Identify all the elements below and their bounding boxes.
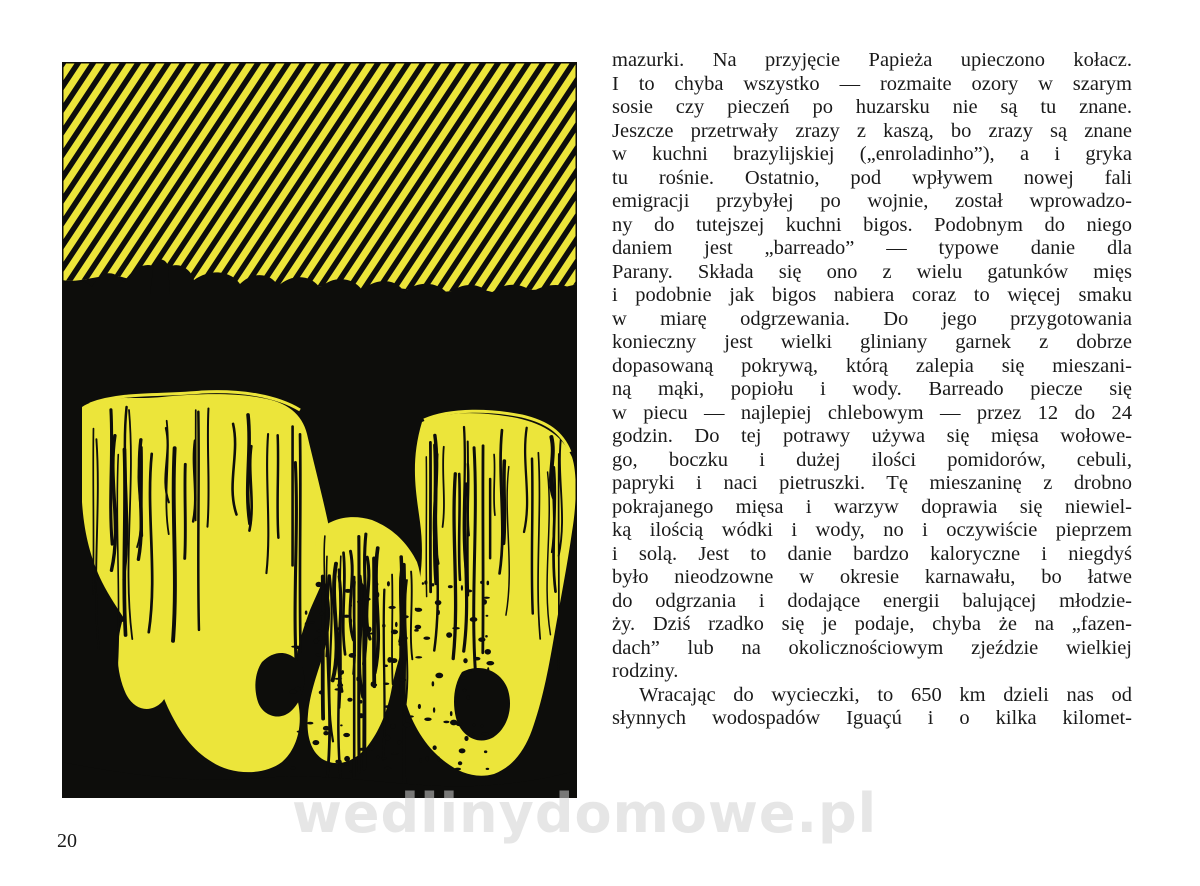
text-line: papryki i naci pietruszki. Tę mieszaninę z drobno <box>612 472 1132 494</box>
text-line: sosie czy pieczeń po huzarsku nie są tu znane. <box>612 96 1132 118</box>
text-line: I to chyba wszystko — rozmaite ozory w szarym <box>612 72 1132 95</box>
text-line: w piecu — najlepiej chlebowym — przez 12 do 24 <box>612 401 1132 424</box>
text-line: daniem jest „barreado” — typowe danie dla <box>612 237 1132 259</box>
text-line: i solą. Jest to danie bardzo kaloryczne i niegdyś <box>612 542 1132 565</box>
text-line: Jeszcze przetrwały zrazy z kaszą, bo zrazy są znane <box>612 119 1132 142</box>
text-line: ką ilością wódki i wody, no i oczywiście pieprzem <box>612 519 1132 541</box>
text-line: mazurki. Na przyjęcie Papieża upieczono kołacz. <box>612 49 1132 71</box>
text-line: i podobnie jak bigos nabiera coraz to więcej smaku <box>612 284 1132 306</box>
watermark: wedlinydomowe.pl <box>292 782 878 845</box>
text-line: ny do tutejszej kuchni bigos. Podobnym do niego <box>612 213 1132 236</box>
text-line: w kuchni brazylijskiej („enroladinho”), a i gryka <box>612 143 1132 165</box>
text-line: godzin. Do tej potrawy używa się mięsa wołowe- <box>612 425 1132 447</box>
text-line: pokrajanego mięsa i warzyw doprawia się niewiel- <box>612 495 1132 518</box>
text-line: do odgrzania i dodające energii balującej młodzie- <box>612 589 1132 612</box>
text-line: w miarę odgrzewania. Do jego przygotowania <box>612 307 1132 330</box>
text-line: Wracając do wycieczki, to 650 km dzieli nas od <box>639 683 1132 706</box>
text-line: go, boczku i dużej ilości pomidorów, cebuli, <box>612 448 1132 471</box>
text-line: słynnych wodospadów Iguaçú i o kilka kilomet- <box>612 707 1132 729</box>
text-line: ży. Dziś rzadko się je podaje, chyba że na „fazen- <box>612 613 1132 635</box>
page-number: 20 <box>57 830 77 852</box>
text-line: emigracji przybyłej po wojnie, został wprowadzo- <box>612 190 1132 212</box>
text-line: ną mąki, popiołu i wody. Barreado piecze się <box>612 378 1132 400</box>
waterfall-illustration <box>62 62 577 798</box>
text-line: tu rośnie. Ostatnio, pod wpływem nowej fali <box>612 166 1132 189</box>
text-line: było nieodzowne w okresie karnawału, bo łatwe <box>612 566 1132 588</box>
body-text-column <box>612 49 1132 731</box>
text-line: dach” lub na okolicznościowym zjeździe wielkiej <box>612 636 1132 659</box>
waterfall-woodcut-image <box>62 62 577 798</box>
text-line: dopasowaną pokrywą, którą zalepia się mieszani- <box>612 354 1132 377</box>
text-line: konieczny jest wielki gliniany garnek z dobrze <box>612 331 1132 353</box>
text-line: rodziny. <box>612 660 679 682</box>
text-line: Parany. Składa się ono z wielu gatunków mięs <box>612 260 1132 283</box>
